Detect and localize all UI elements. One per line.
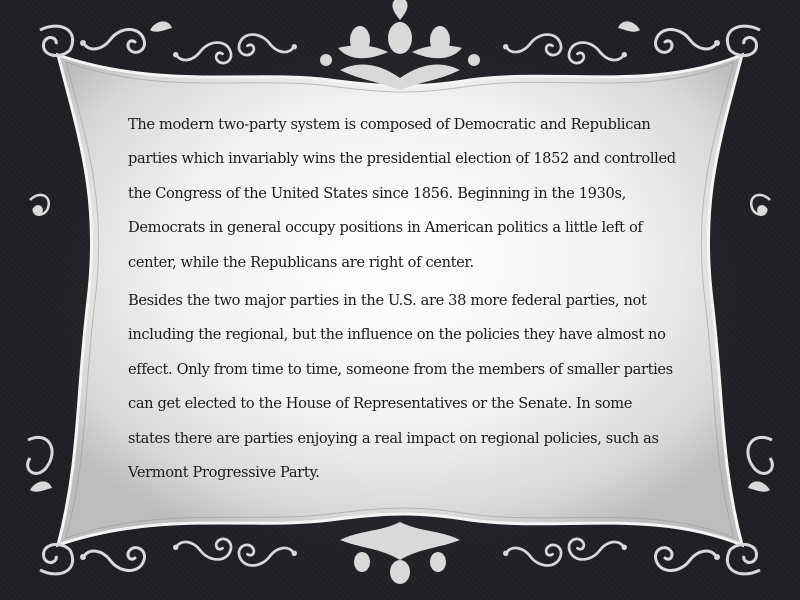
floral-crest-icon [320, 0, 480, 90]
paragraph-two-party-system: The modern two-party system is composed of Democratic and Republican parties which invariably wins the presidential election of 1852 and controlled the Congress of the United States since 1856. Beginning in the 1930s, Democrats in general occupy positions in American politics a little left of center, while the Republicans are right of center. [128, 116, 676, 271]
paragraph-minor-parties: Besides the two major parties in the U.S. are 38 more federal parties, not including the regional, but the influence on the policies they have almost no effect. Only from time to time, someone from the members of smaller parties can get elected to the House of Representatives or the Senate. In some states there are parties enjoying a real impact on regional policies, such as Vermont Progressive Party. [128, 292, 673, 482]
floral-crest-icon [340, 522, 460, 584]
slide-body-text [128, 108, 676, 494]
